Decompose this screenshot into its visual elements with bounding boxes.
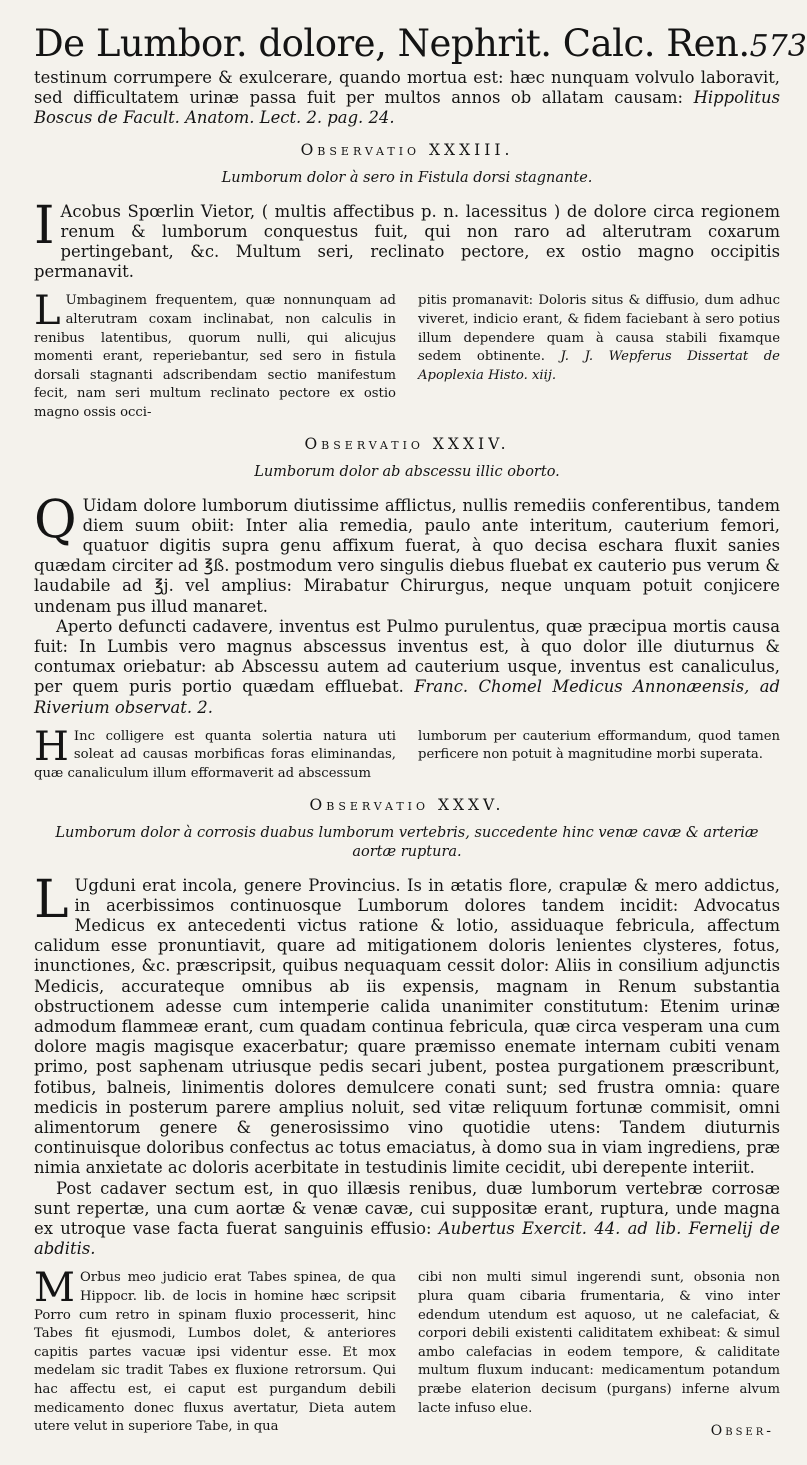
obs34-paragraph-2: [34, 617, 780, 718]
obs35-paragraph-2: [34, 1179, 780, 1260]
obs33-scholium-right-text: pitis promanavit: Doloris situs & diffusio, dum adhuc viveret, indicio erant, & fidem faciebant à sero potius illum dependere quam à causa stabili fixamque sedem obtinente.: [418, 293, 780, 365]
obs35-citation: Aubertus Exercit. 44. ad lib. Fernelij de abditis.: [34, 1219, 780, 1259]
page-number: 573: [749, 29, 807, 64]
obs34-subtitle: Lumborum dolor ab abscessu illic oborto.: [254, 463, 560, 480]
page: [34, 22, 807, 1441]
obs33-text: Acobus Spœrlin Vietor, ( multis affectibus p. n. lacessitus ) de dolore circa regionem renum & lumborum conquestus fuit, qui non raro ad alterutram coxarum pertingebant, &c. Multum seri, reclinato pectore, ex ostio magno occipitis permanavit.: [34, 201, 780, 282]
obs33-scholium: [34, 288, 780, 422]
running-title: De Lumbor. dolore, Nephrit. Calc. Ren.: [34, 22, 750, 65]
obs33-scholium-initial: L: [34, 288, 61, 335]
obs33-heading: Observatio XXXIII.: [300, 140, 514, 159]
running-head: [34, 22, 807, 68]
obs34-text-2: Aperto defuncti cadavere, inventus est Pulmo purulentus, quæ præcipua mortis causa fuit: In Lumbis vero magnus abscessus inventus est, à quo dolor ille diuturnus & contumax oriebatur: ab Abscessu autem ad cauterium usque, inventus est canaliculus, per quem puris portio quædam effluebat.: [34, 616, 780, 697]
obs35-text-2: Post cadaver sectum est, in quo illæsis renibus, duæ lumborum vertebræ corrosæ sunt repertæ, una cum aortæ & venæ cavæ, cui suppositæ erant, ruptura, unde magna ex utroque vase facta fuerat sanguinis effusio:: [34, 1178, 780, 1239]
obs34-citation: Franc. Chomel Medicus Annonæensis, ad Riverium observat. 2.: [34, 677, 781, 717]
intro-text: testinum corrumpere & exulcerare, quando mortua est: hæc nunquam volvulo laboravit, sed difficultatem urinæ passa fuit per multos annos ob allatam causam:: [34, 68, 780, 108]
obs34-paragraph-1: [34, 489, 780, 617]
obs35-initial: L: [34, 869, 69, 930]
obs35-paragraph-1: [34, 869, 780, 1179]
obs33-scholium-citation: J. J. Wepferus Dissertat de Apoplexia Histo. xiij.: [418, 349, 780, 383]
obs35-subtitle: Lumborum dolor à corrosis duabus lumborum vertebris, succedente hinc venæ cavæ & arteriæ aortæ ruptura.: [55, 824, 759, 860]
obs34-scholium-left-text: Inc colligere est quanta solertia natura uti soleat ad causas morbificas foras eliminandas, quæ canaliculum illum efformaverit ad abscessum: [34, 728, 396, 781]
obs34-scholium-left: [34, 723, 396, 784]
obs34-text-1: Uidam dolore lumborum diutissime afflictus, nullis remediis conferentibus, tandem diem suum obiit: Inter alia remedia, paulo ante interitum, cauterium femori, quatuor digitis supra genu affixum fuerat, à quo decisa eschara fluxit sanies quædam circiter ad ℥ß. postmodum vero singulis diebus fluebat ex cauterio pus verum & laudabile ad ℥j. vel amplius: Mirabatur Chirurgus, neque unquam potuit conjicere undenam pus illud manaret.: [34, 495, 780, 616]
obs34-scholium-right: [418, 728, 780, 784]
obs35-text-1: Ugduni erat incola, genere Provincius. Is in ætatis flore, crapulæ & mero addictus, in acerbissimos continuosque Lumborum dolores tandem incidit: Advocatus Medicus ex antecedenti victus ratione & lotio, assiduaque febricula, affectum calidum esse pronuntiavit, quare ad mitigationem doloris lenientes clysteres, fotus, inunctiones, &c. præscripsit, quibus nequaquam cessit dolor: Aliis in consilium adjunctis Medicis, accurateque omnibus ab iis expensis, magnam in Renum substantia obstructionem adesse cum intemperie calida unanimiter constitutum: Etenim urinæ admodum flammeæ erant, cum quadam continua febricula, quæ circa vesperam una cum dolore magis magisque exacerbatur; quare præmisso enemate internam cubiti venam primo, post saphenam utriusque pedis secari jubent, postea purgationem præscribunt, fotibus, balneis, linimentis dolores demulcere conati sunt; sed frustra omnia: quare medicis in posterum parere amplius noluit, sed vitæ reliquum fortunæ commisit, omni alimentorum genere & generosissimo vino quotidie utens: Tandem diuturnis continuisque doloribus confectus ac totus emaciatus, à domo sua in viam ingrediens, præ nimia anxietate ac doloris acerbitate in testudinis limite cecidit, ubi derepente interiit.: [34, 875, 780, 1178]
catchword: Obser-: [710, 1423, 774, 1439]
obs35-scholium-right: [418, 1269, 780, 1436]
obs34-scholium-right-text: lumborum per cauterium efformandum, quod tamen perficere non potuit à magnitudine morbi superata.: [418, 728, 780, 763]
obs35-scholium-right-text: cibi non multi simul ingerendi sunt, obsonia non plura quam cibaria frumentaria, & vino inter edendum utendum est aquoso, ut ne calefaciat, & corpori debili existenti caliditatem exhibeat: & simul ambo calefacias in eodem tempore, & caliditate multum fluxum inducant: medicamentum potandum præbe elaterion decisum (purgans) inferne alvum lacte infuso elue.: [418, 1270, 780, 1416]
obs34-scholium: [34, 723, 780, 784]
obs33-subtitle: Lumborum dolor à sero in Fistula dorsi stagnante.: [221, 169, 593, 186]
obs33-scholium-left: [34, 288, 396, 422]
obs33-initial: I: [34, 195, 55, 256]
obs35-scholium: [34, 1265, 780, 1436]
obs34-heading: Observatio XXXIV.: [304, 434, 510, 453]
obs35-heading: Observatio XXXV.: [309, 795, 505, 814]
obs35-scholium-initial: M: [34, 1265, 75, 1312]
obs35-scholium-left-text: Orbus meo judicio erat Tabes spinea, de qua Hippocr. lib. de locis in homine hæc scripsit Porro cum retro in spinam fluxio processerit, hinc Tabes fit ejusmodi, Lumbos dolet, & anteriores capitis partes vacuæ ipsi videntur esse. Et mox medelam sic tradit Tabes ex fluxione retrorsum. Qui hac affectu est, ei caput est purgandum debili medicamento donec fluxus avertatur, Dieta autem utere velut in superiore Tabe, in qua: [34, 1270, 396, 1435]
obs35-scholium-left: [34, 1265, 396, 1436]
obs33-scholium-left-text: Umbaginem frequentem, quæ nonnunquam ad alterutram coxam inclinabat, non calculis in renibus latentibus, quorum nulli, qui alicujus momenti erant, reperiebantur, sed sero in fistula dorsali stagnanti adscribendam sectio manifestum fecit, nam seri multum reclinato pectore ex ostio magno ossis occi-: [34, 293, 396, 420]
intro-citation: Hippolitus Boscus de Facult. Anatom. Lect. 2. pag. 24.: [34, 88, 780, 128]
obs33-scholium-right: [418, 292, 780, 422]
obs34-scholium-initial: H: [34, 723, 69, 770]
intro-paragraph: [34, 68, 780, 129]
obs34-initial: Q: [34, 489, 77, 550]
obs33-paragraph: [34, 195, 780, 283]
